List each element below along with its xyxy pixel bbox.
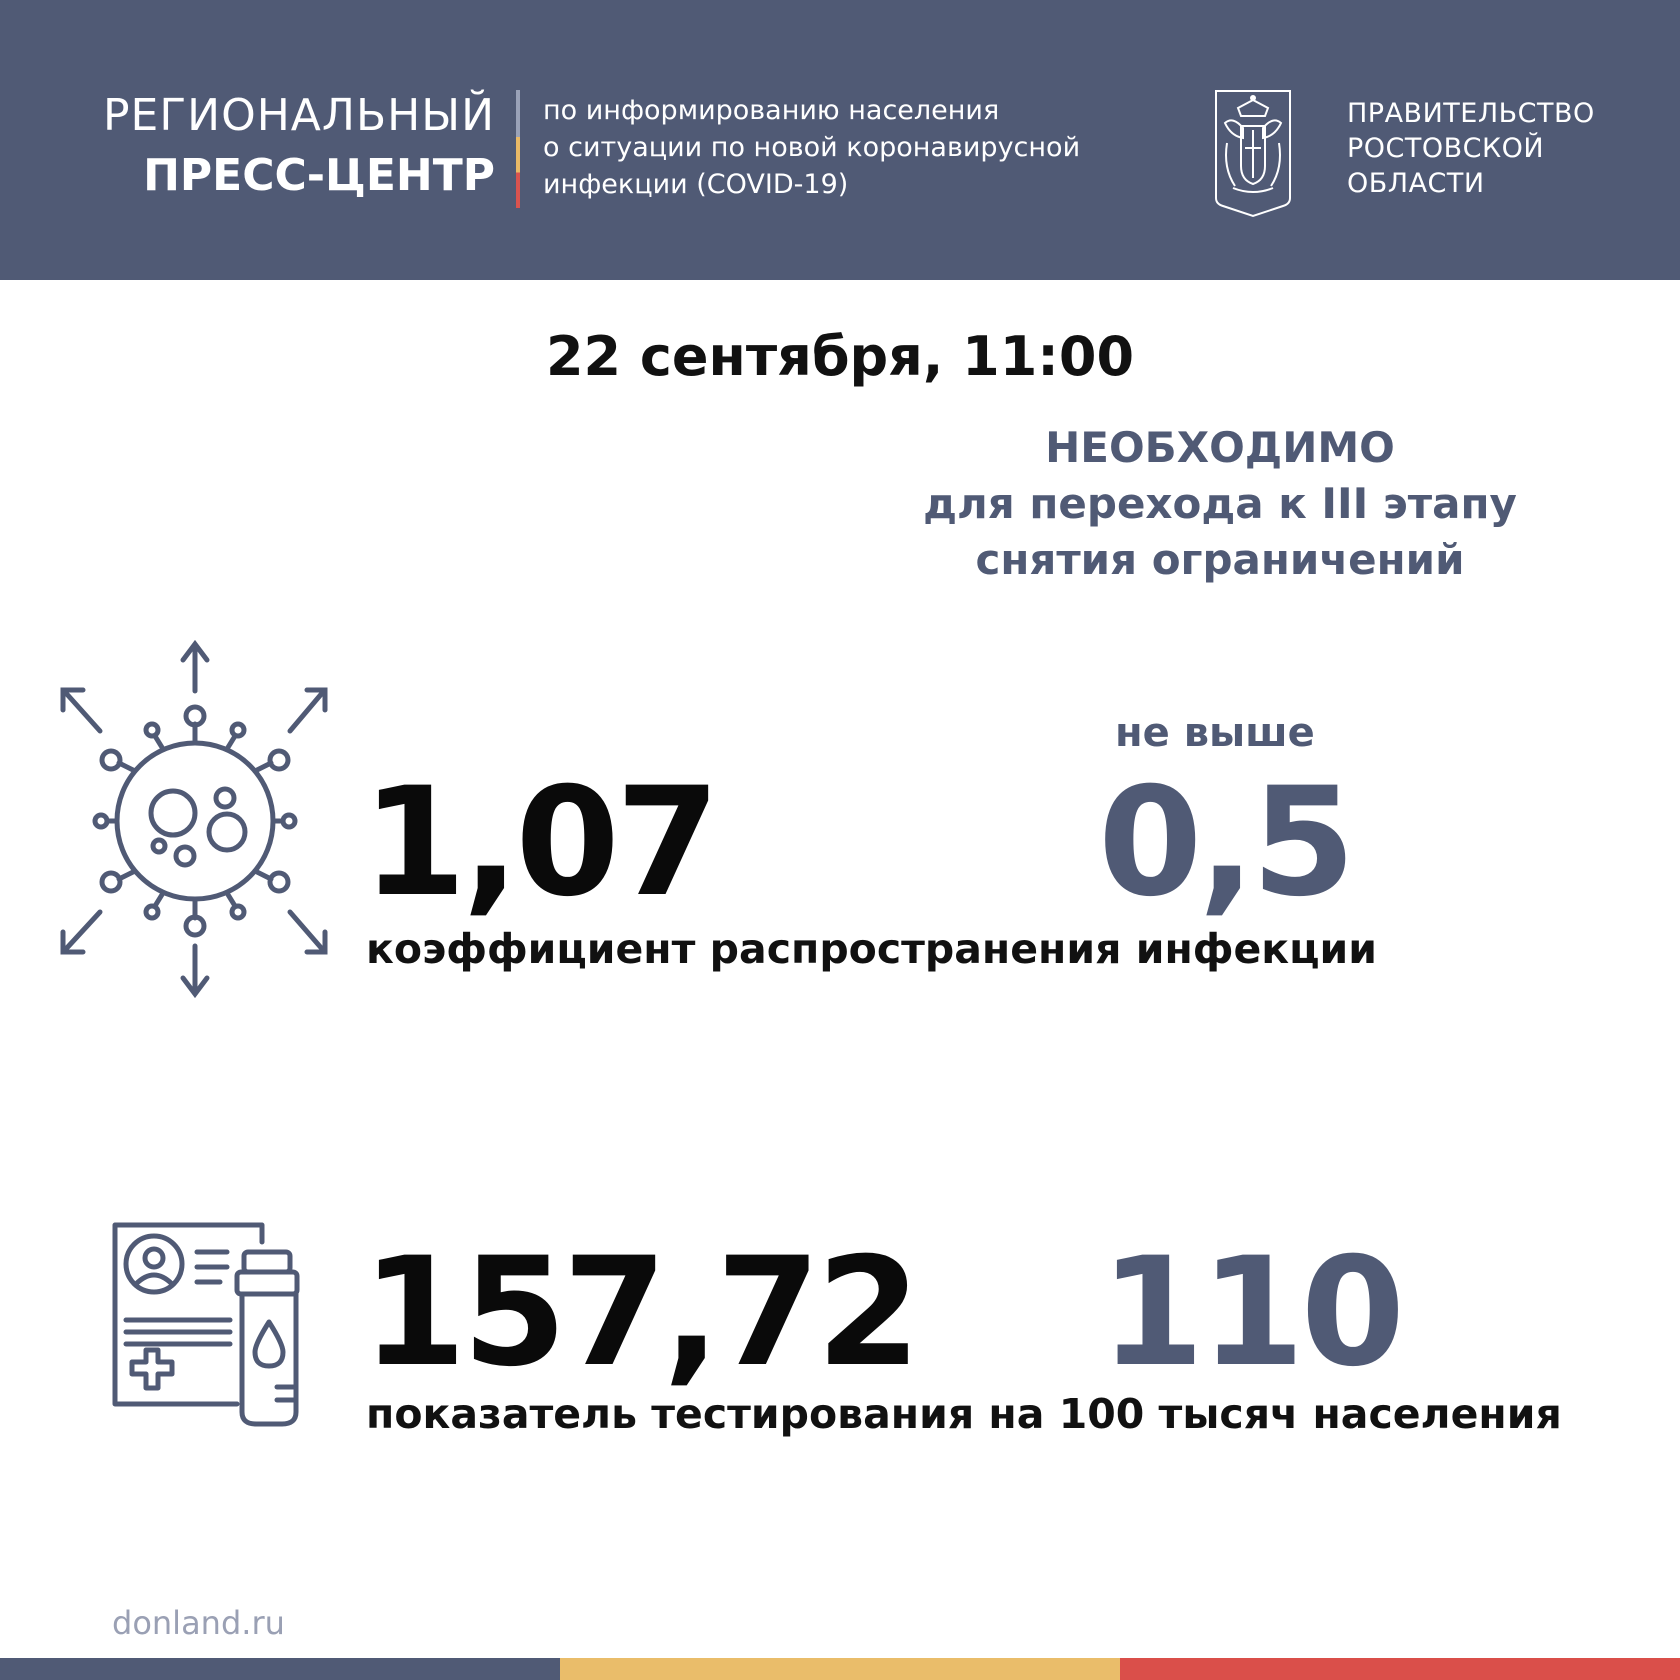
header-banner bbox=[0, 0, 1680, 280]
gov-line: ОБЛАСТИ bbox=[1347, 168, 1485, 199]
testing-rate-label: показатель тестирования на 100 тысяч населения bbox=[366, 1390, 1562, 1438]
infection-rate-threshold: 0,5 bbox=[1098, 756, 1352, 930]
footer-stripe bbox=[0, 1658, 1680, 1680]
brand-title-top: РЕГИОНАЛЬНЫЙ bbox=[103, 90, 495, 141]
virus-spread-icon bbox=[55, 636, 335, 1006]
gov-line: ПРАВИТЕЛЬСТВО bbox=[1347, 98, 1595, 129]
coat-of-arms-icon bbox=[1213, 88, 1293, 218]
requirement-heading bbox=[880, 420, 1560, 588]
infection-rate-value: 1,07 bbox=[362, 756, 717, 930]
website-link[interactable]: donland.ru bbox=[112, 1604, 285, 1642]
infection-rate-label: коэффициент распространения инфекции bbox=[366, 925, 1377, 973]
requirement-line: снятия ограничений bbox=[975, 535, 1465, 584]
medical-test-icon bbox=[112, 1222, 312, 1428]
requirement-line: для перехода к III этапу bbox=[923, 479, 1517, 528]
testing-rate-value: 157,72 bbox=[362, 1226, 917, 1400]
stripe-segment bbox=[1120, 1658, 1680, 1680]
report-date: 22 сентября, 11:00 bbox=[545, 325, 1135, 388]
header-subtitle bbox=[543, 92, 1080, 203]
subtitle-line: о ситуации по новой коронавирусной bbox=[543, 132, 1081, 163]
brand-title-bottom: ПРЕСС-ЦЕНТР bbox=[143, 150, 495, 201]
testing-rate-threshold: 110 bbox=[1100, 1226, 1402, 1400]
header-divider bbox=[516, 90, 520, 208]
government-name bbox=[1347, 96, 1595, 201]
requirement-line: НЕОБХОДИМО bbox=[1045, 423, 1395, 472]
threshold-label: не выше bbox=[1115, 710, 1315, 756]
subtitle-line: инфекции (COVID-19) bbox=[543, 169, 849, 200]
stripe-segment bbox=[0, 1658, 560, 1680]
subtitle-line: по информированию населения bbox=[543, 95, 1000, 126]
gov-line: РОСТОВСКОЙ bbox=[1347, 133, 1545, 164]
stripe-segment bbox=[560, 1658, 1120, 1680]
